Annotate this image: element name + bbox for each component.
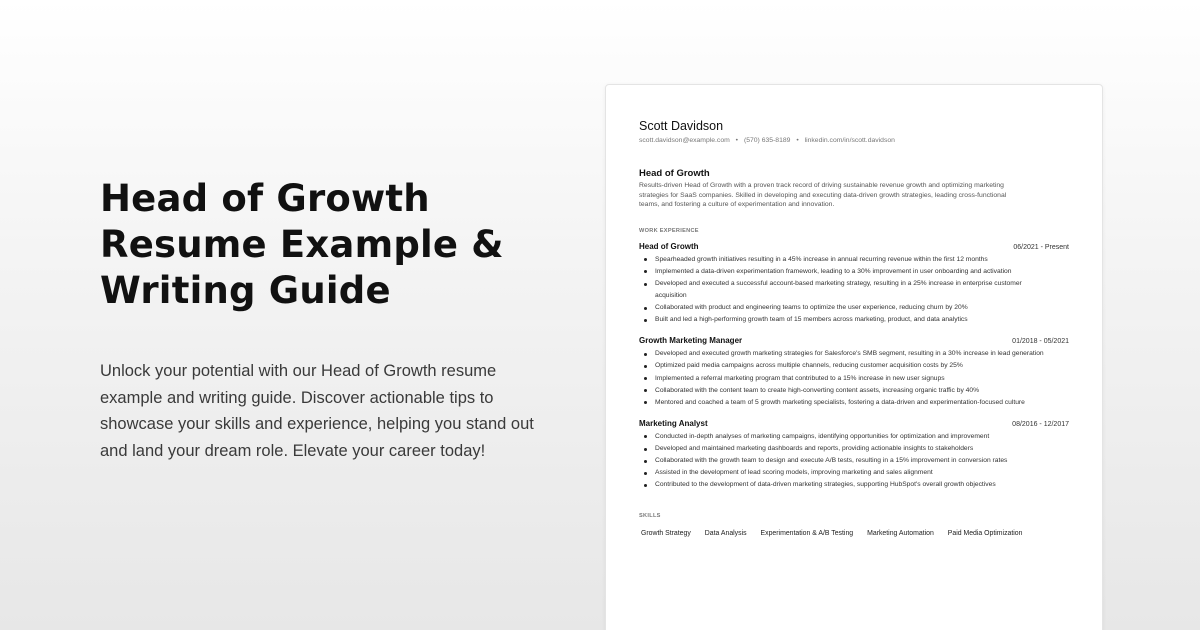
job-dates: 01/2018 - 05/2021	[1012, 338, 1069, 346]
hero-description-line: showcase your skills and experience, helping you stand out	[100, 415, 534, 433]
job-bullet: Mentored and coached a team of 5 growth marketing specialists, fostering a data-driven and experimentation-focused culture	[655, 397, 1069, 409]
job-entry	[639, 242, 1069, 327]
contact-phone: (570) 635-8189	[743, 137, 791, 144]
summary-line: teams, and fostering a culture of experimentation and innovation.	[639, 201, 835, 209]
resume-summary	[639, 181, 1069, 210]
summary-line: strategies for SaaS companies. Skilled in developing and executing data-driven growth strategies, leading cross-functional	[639, 191, 1007, 199]
skills-label: SKILLS	[639, 513, 661, 520]
job-bullet: Implemented a referral marketing program that contributed to a 15% increase in new user signups	[655, 373, 1069, 385]
contact-separator: •	[796, 137, 799, 144]
job-header	[639, 336, 1069, 345]
job-bullet: Developed and executed growth marketing strategies for Salesforce's SMB segment, resulting in a 30% increase in lead generation	[655, 348, 1069, 360]
skill-tag: Experimentation & A/B Testing	[760, 530, 854, 538]
skill-tag: Paid Media Optimization	[947, 530, 1023, 538]
resume-headline: Head of Growth	[639, 168, 710, 179]
work-experience-list	[639, 242, 1069, 492]
hero-description	[100, 358, 570, 464]
contact-separator: •	[735, 137, 739, 144]
job-bullet: Optimized paid media campaigns across multiple channels, reducing customer acquisition costs by 25%	[655, 360, 1069, 372]
summary-line: Results-driven Head of Growth with a proven track record of driving sustainable revenue growth and optimizing marketing	[639, 182, 1004, 189]
job-dates: 08/2016 - 12/2017	[1012, 420, 1069, 428]
job-title: Head of Growth	[639, 241, 699, 251]
resume-name: Scott Davidson	[639, 119, 724, 133]
hero-description-line: example and writing guide. Discover actionable tips to	[100, 388, 494, 407]
job-bullet: Collaborated with the growth team to design and execute A/B tests, resulting in a 15% improvement in conversion rates	[655, 455, 1069, 467]
hero-section	[100, 176, 570, 464]
contact-linkedin: linkedin.com/in/scott.davidson	[804, 137, 895, 144]
job-bullet: Contributed to the development of data-driven marketing strategies, supporting HubSpot's overall growth objectives	[655, 479, 1069, 491]
job-bullet: Built and led a high-performing growth team of 15 members across marketing, product, and data analytics	[655, 314, 1069, 326]
hero-title	[100, 176, 570, 314]
job-bullet: Developed and maintained marketing dashboards and reports, providing actionable insights to stakeholders	[655, 443, 1069, 455]
hero-description-line: and land your dream role. Elevate your career today!	[100, 441, 486, 460]
job-bullet: Implemented a data-driven experimentation framework, leading to a 30% improvement in user onboarding and activation	[655, 266, 1069, 278]
job-bullets	[639, 254, 1069, 327]
work-experience-label: WORK EXPERIENCE	[639, 227, 699, 234]
hero-description-line: Unlock your potential with our Head of Growth resume	[100, 362, 497, 380]
contact-email: scott.davidson@example.com	[639, 137, 730, 144]
hero-title-line: Head of Growth	[100, 177, 430, 220]
job-header	[639, 242, 1069, 251]
skill-tag: Growth Strategy	[641, 530, 691, 538]
job-bullet: Developed and executed a successful account-based marketing strategy, resulting in a 25% increase in enterprise customer acquisition	[655, 278, 1069, 302]
job-header	[639, 419, 1069, 428]
job-title: Growth Marketing Manager	[639, 336, 743, 346]
hero-title-line: Writing Guide	[100, 269, 391, 312]
job-entry	[639, 419, 1069, 491]
resume-contact	[639, 137, 1069, 144]
job-bullets	[639, 348, 1069, 408]
job-bullet: Assisted in the development of lead scoring models, improving marketing and sales alignment	[655, 467, 1069, 479]
job-bullet: Collaborated with product and engineering teams to optimize the user experience, reducing churn by 20%	[655, 302, 1069, 314]
job-bullet: Collaborated with the content team to create high-converting content assets, increasing organic traffic by 40%	[655, 385, 1069, 397]
job-bullet: Spearheaded growth initiatives resulting in a 45% increase in annual recurring revenue within the first 12 months	[655, 254, 1069, 266]
job-title: Marketing Analyst	[639, 418, 708, 428]
job-entry	[639, 336, 1069, 408]
hero-title-line: Resume Example &	[100, 223, 504, 266]
job-bullets	[639, 431, 1069, 491]
job-dates: 06/2021 - Present	[1013, 243, 1069, 251]
skill-tag: Data Analysis	[704, 530, 747, 538]
resume-preview	[605, 84, 1103, 630]
job-bullet: Conducted in-depth analyses of marketing campaigns, identifying opportunities for optimization and improvement	[655, 431, 1069, 443]
skills-list	[639, 530, 1069, 537]
skill-tag: Marketing Automation	[867, 530, 934, 538]
